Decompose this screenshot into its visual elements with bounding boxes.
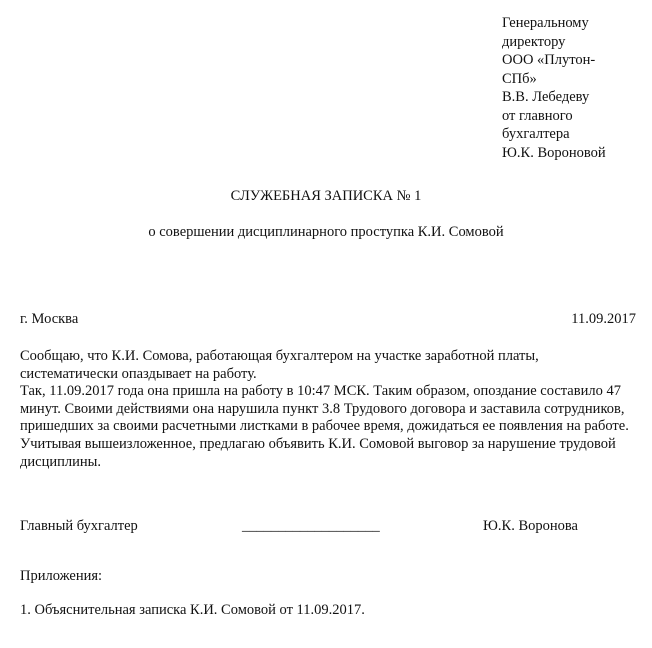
- attachments-heading: Приложения:: [20, 568, 103, 584]
- addressee-line: ООО «Плутон-: [502, 52, 596, 68]
- addressee-line: В.В. Лебедеву: [502, 89, 590, 105]
- addressee-block: [502, 14, 642, 162]
- signature-row: [0, 518, 652, 538]
- addressee-line: Ю.К. Вороновой: [502, 144, 606, 161]
- memo-body: [20, 348, 640, 471]
- signer-position: Главный бухгалтер: [20, 518, 138, 534]
- signer-name: Ю.К. Воронова: [483, 518, 578, 534]
- addressee-line: СПб»: [502, 70, 537, 87]
- attachment-item: 1. Объяснительная записка К.И. Сомовой от 11.09.2017.: [20, 602, 365, 618]
- body-paragraph: Так, 11.09.2017 года она пришла на работу в 10:47 МСК. Таким образом, опоздание составило 47 минут. Своими действиями она нарушила пункт 3.8 Трудового договора и заставила сотрудников, пришедших за своими расчетными листками в рабочее время, дожидаться ее появления на работе.: [20, 383, 629, 435]
- date: 11.09.2017: [571, 311, 636, 327]
- addressee-line: бухгалтера: [502, 126, 570, 142]
- body-paragraph: Сообщаю, что К.И. Сомова, работающая бухгалтером на участке заработной платы, систематически опаздывает на работу.: [20, 348, 539, 382]
- memo-title: СЛУЖЕБНАЯ ЗАПИСКА № 1: [230, 188, 422, 204]
- addressee-line: от главного: [502, 107, 573, 124]
- signature-line: ___________________: [242, 518, 380, 534]
- addressee-line: директору: [502, 33, 566, 50]
- addressee-line: Генеральному: [502, 15, 589, 31]
- city: г. Москва: [20, 311, 79, 327]
- body-paragraph: Учитывая вышеизложенное, предлагаю объявить К.И. Сомовой выговор за нарушение трудовой дисциплины.: [20, 435, 616, 470]
- memo-subtitle: о совершении дисциплинарного проступка К.И. Сомовой: [148, 224, 504, 240]
